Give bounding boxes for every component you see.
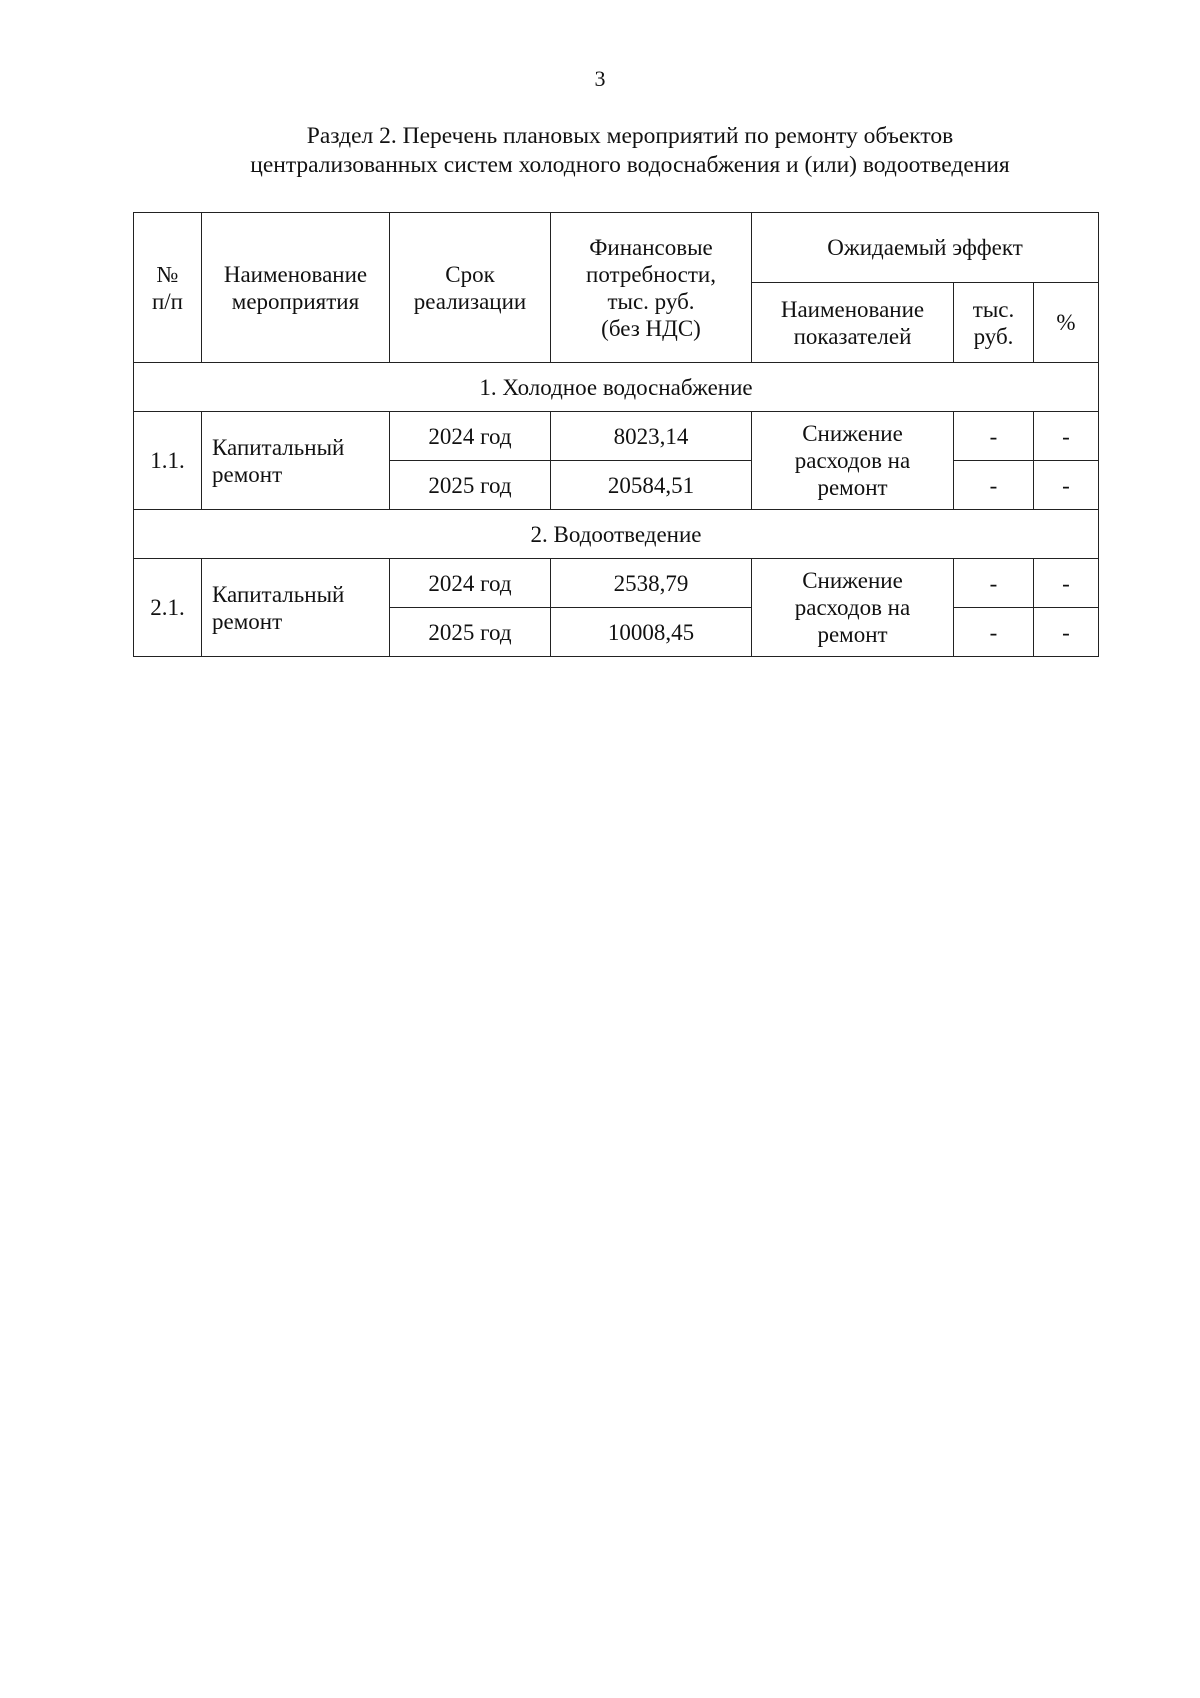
item-num: 1.1. [134,412,202,510]
item-num: 2.1. [134,559,202,657]
header-indicator [752,283,954,363]
item-indicator [752,559,954,657]
item-name-line: ремонт [212,461,283,487]
header-indicator-line: Наименование [780,296,925,322]
section-title-line-1: Раздел 2. Перечень плановых мероприятий по ремонту объектов [306,123,954,149]
item-term: 2024 год [390,559,551,608]
item-amount: 10008,45 [551,608,752,657]
item-thousand-rub: - [954,461,1034,510]
item-percent: - [1034,608,1099,657]
item-amount: 20584,51 [551,461,752,510]
item-indicator-line: Снижение [802,421,903,446]
item-term: 2025 год [390,461,551,510]
header-term [390,213,551,363]
table-row [134,559,1099,608]
header-thousand-rub-line: тыс. [972,296,1015,322]
section-title [150,122,1110,180]
item-thousand-rub: - [954,608,1034,657]
item-percent: - [1034,412,1099,461]
measures-table [133,212,1099,657]
header-num-line: № [156,261,179,287]
page-number: 3 [594,66,606,91]
item-thousand-rub: - [954,412,1034,461]
item-name-line: Капитальный [212,434,345,460]
section-row-wastewater [134,510,1099,559]
item-amount: 2538,79 [551,559,752,608]
header-term-line: реализации [413,288,527,314]
header-percent: % [1034,283,1099,363]
section-row-cold-water [134,363,1099,412]
item-indicator-line: Снижение [802,568,903,593]
item-term: 2025 год [390,608,551,657]
item-term: 2024 год [390,412,551,461]
header-finance-line: (без НДС) [601,315,701,341]
header-row-1 [134,213,1099,283]
item-indicator-line: ремонт [817,622,888,647]
item-percent: - [1034,559,1099,608]
section-title-cell: 1. Холодное водоснабжение [134,363,1099,412]
header-finance-line: потребности, [586,261,716,287]
item-name-line: Капитальный [212,581,345,607]
item-indicator-line: расходов на [794,448,911,473]
header-num-line: п/п [151,288,183,314]
header-indicator-line: показателей [793,323,912,349]
item-name [202,559,390,657]
header-term-line: Срок [445,261,495,287]
header-finance-line: Финансовые [589,234,713,260]
header-expected-effect: Ожидаемый эффект [752,213,1099,283]
item-thousand-rub: - [954,559,1034,608]
item-name [202,412,390,510]
item-percent: - [1034,461,1099,510]
section-title-line-2: централизованных систем холодного водоснабжения и (или) водоотведения [250,152,1010,178]
header-finance [551,213,752,363]
item-amount: 8023,14 [551,412,752,461]
table-row [134,412,1099,461]
header-finance-line: тыс. руб. [607,288,695,314]
item-indicator-line: ремонт [817,475,888,500]
item-name-line: ремонт [212,608,283,634]
item-indicator-line: расходов на [794,595,911,620]
header-thousand-rub [954,283,1034,363]
section-title-cell: 2. Водоотведение [134,510,1099,559]
header-name-line: мероприятия [231,288,360,314]
header-thousand-rub-line: руб. [973,323,1014,349]
header-num [134,213,202,363]
header-name-line: Наименование [223,261,368,287]
item-indicator [752,412,954,510]
header-name [202,213,390,363]
